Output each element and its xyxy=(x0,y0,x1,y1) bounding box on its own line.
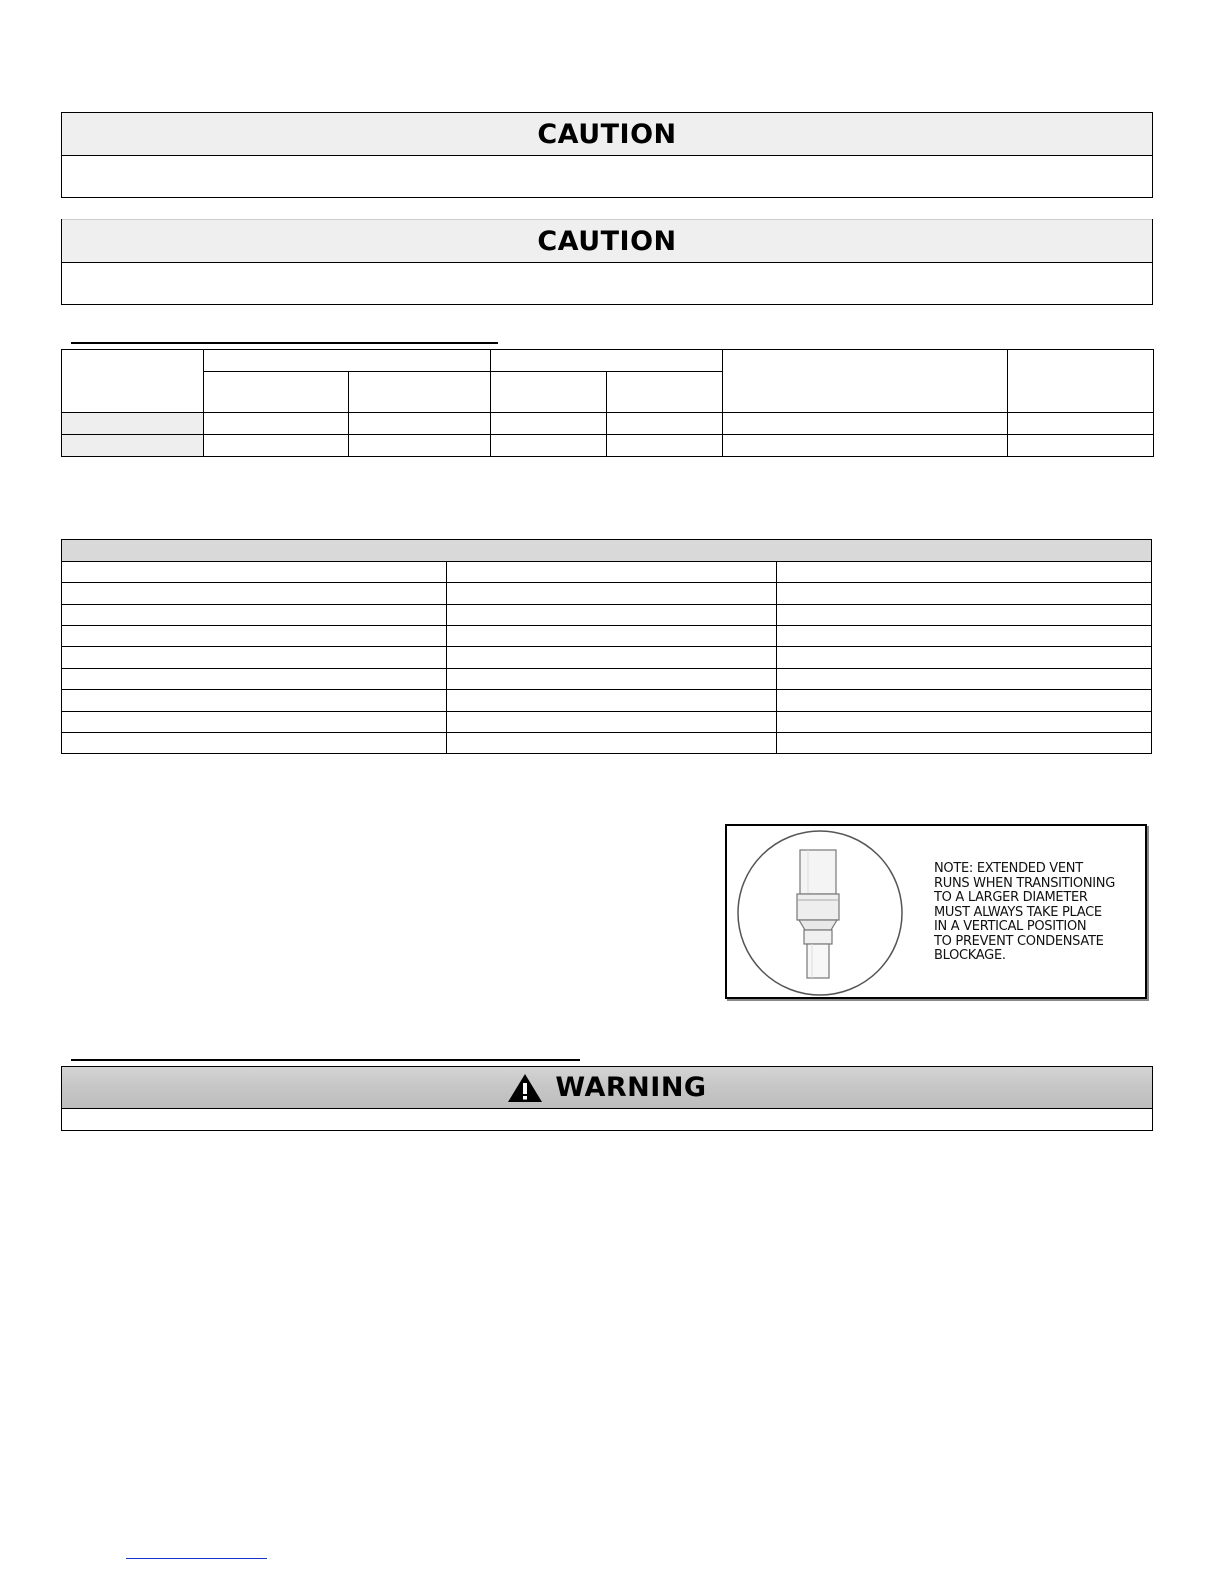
table-cell xyxy=(62,583,447,605)
table-cell xyxy=(777,690,1152,712)
table-cell xyxy=(62,435,204,457)
table-1-header-cell xyxy=(62,350,204,413)
table-cell xyxy=(777,605,1152,626)
table-cell xyxy=(1008,413,1154,435)
warning-box-header xyxy=(61,1066,1153,1108)
table-row xyxy=(62,669,1152,690)
footer-link-underline[interactable] xyxy=(126,1558,267,1559)
table-cell xyxy=(447,690,777,712)
table-1-header-cell xyxy=(1008,350,1154,413)
table-cell xyxy=(447,583,777,605)
table-1-header-cell xyxy=(204,350,491,372)
table-cell xyxy=(62,626,447,647)
table-cell xyxy=(777,583,1152,605)
table-1-subheader-cell xyxy=(349,372,491,413)
note-line: TO A LARGER DIAMETER xyxy=(934,890,1088,905)
table-row xyxy=(62,605,1152,626)
table-1-header-row-1 xyxy=(62,350,1154,372)
table-row xyxy=(62,435,1154,457)
table-cell xyxy=(777,626,1152,647)
table-cell xyxy=(62,669,447,690)
table-cell xyxy=(723,413,1008,435)
table-cell xyxy=(62,712,447,733)
table-1-header-cell xyxy=(723,350,1008,413)
table-cell xyxy=(1008,435,1154,457)
table-2-title-cell xyxy=(62,540,1152,562)
table-cell xyxy=(447,562,777,583)
caution-body-1 xyxy=(62,156,1152,197)
note-line: TO PREVENT CONDENSATE xyxy=(934,933,1104,949)
table-cell xyxy=(447,647,777,669)
table-cell xyxy=(62,647,447,669)
table-cell xyxy=(349,435,491,457)
table-row xyxy=(62,626,1152,647)
table-cell xyxy=(62,733,447,754)
table-cell xyxy=(447,669,777,690)
table-cell xyxy=(777,733,1152,754)
section-heading-rule-2 xyxy=(71,1059,580,1061)
table-row xyxy=(62,690,1152,712)
table-row xyxy=(62,583,1152,605)
table-row xyxy=(62,733,1152,754)
caution-title-2: CAUTION xyxy=(62,219,1152,263)
note-line: MUST ALWAYS TAKE PLACE xyxy=(934,904,1102,920)
table-cell xyxy=(777,647,1152,669)
table-1-subheader-cell xyxy=(204,372,349,413)
table-cell xyxy=(447,626,777,647)
table-row xyxy=(62,712,1152,733)
table-2-title-row xyxy=(62,540,1152,562)
table-1-subheader-cell xyxy=(607,372,723,413)
note-line: BLOCKAGE. xyxy=(934,948,1006,963)
table-row xyxy=(62,413,1154,435)
table-cell xyxy=(447,712,777,733)
table-cell xyxy=(447,733,777,754)
table-cell xyxy=(777,712,1152,733)
table-cell xyxy=(204,413,349,435)
note-line: RUNS WHEN TRANSITIONING xyxy=(934,875,1115,891)
section-heading-rule-1 xyxy=(71,342,498,344)
table-row xyxy=(62,562,1152,583)
table-cell xyxy=(491,413,607,435)
table-cell xyxy=(607,413,723,435)
vent-table-1 xyxy=(61,349,1154,457)
caution-title-1: CAUTION xyxy=(62,113,1152,156)
warning-box-body xyxy=(61,1108,1153,1131)
table-1-header-cell xyxy=(491,350,723,372)
table-cell xyxy=(62,605,447,626)
table-cell xyxy=(491,435,607,457)
caution-box-2 xyxy=(61,219,1153,305)
table-cell xyxy=(204,435,349,457)
table-cell xyxy=(62,562,447,583)
table-cell xyxy=(62,413,204,435)
note-line: NOTE: EXTENDED VENT xyxy=(934,861,1083,876)
table-cell xyxy=(447,605,777,626)
warning-triangle-icon xyxy=(507,1073,543,1103)
caution-body-2 xyxy=(62,263,1152,304)
vent-table-2 xyxy=(61,539,1152,754)
table-cell xyxy=(723,435,1008,457)
table-1-subheader-cell xyxy=(491,372,607,413)
table-cell xyxy=(777,669,1152,690)
table-cell xyxy=(777,562,1152,583)
table-cell xyxy=(349,413,491,435)
table-row xyxy=(62,647,1152,669)
warning-title: WARNING xyxy=(555,1072,707,1103)
note-line: IN A VERTICAL POSITION xyxy=(934,919,1087,934)
caution-box-1 xyxy=(61,112,1153,198)
figure-note xyxy=(934,862,1134,964)
table-cell xyxy=(62,690,447,712)
table-cell xyxy=(607,435,723,457)
